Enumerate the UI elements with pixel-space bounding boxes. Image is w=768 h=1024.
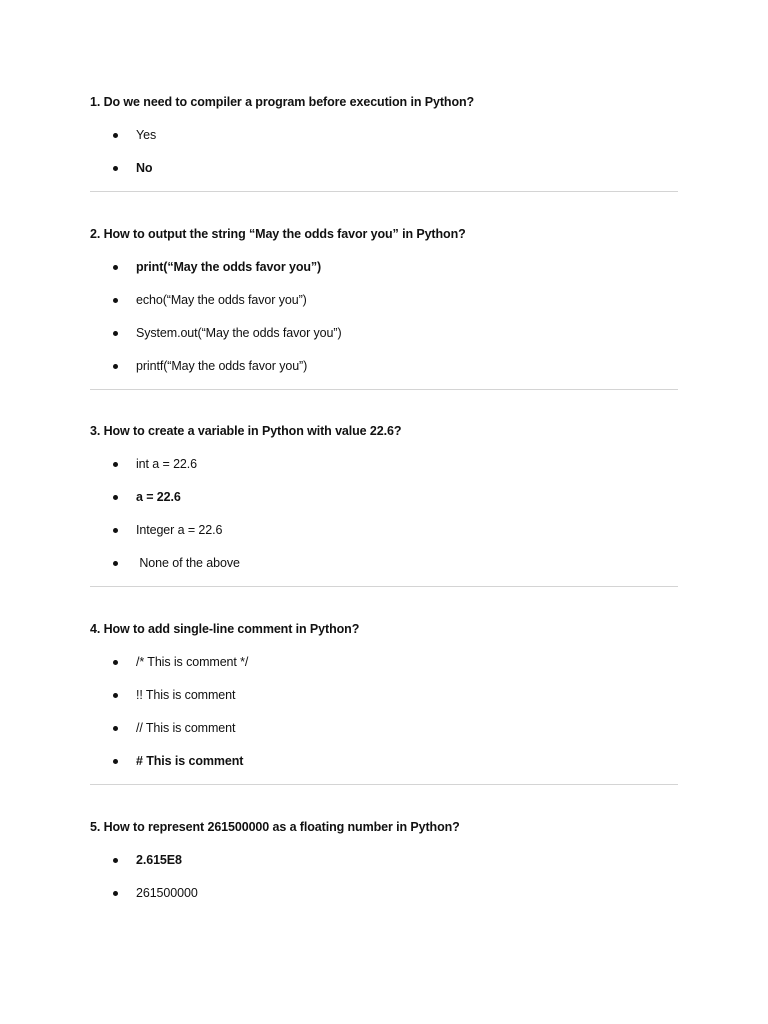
- bullet-icon: [113, 528, 118, 533]
- question-2-option-1: [90, 259, 678, 275]
- bullet-icon: [113, 561, 118, 566]
- question-4-options: [90, 654, 678, 769]
- question-4-option-1: [90, 654, 678, 670]
- question-5-options: [90, 852, 678, 901]
- bullet-icon: [113, 858, 118, 863]
- bullet-icon: [113, 265, 118, 270]
- question-3: [90, 423, 678, 571]
- option-label: System.out(“May the odds favor you”): [136, 326, 342, 340]
- bullet-icon: [113, 133, 118, 138]
- question-1-option-1: [90, 127, 678, 143]
- divider: [90, 586, 678, 587]
- question-3-option-2: [90, 489, 678, 505]
- option-label: 2.615E8: [136, 853, 182, 867]
- question-4-option-4: [90, 753, 678, 769]
- question-4-option-2: [90, 687, 678, 703]
- question-4: [90, 621, 678, 769]
- option-label: // This is comment: [136, 721, 236, 735]
- option-label: # This is comment: [136, 754, 244, 768]
- option-label: /* This is comment */: [136, 655, 249, 669]
- question-4-option-3: [90, 720, 678, 736]
- bullet-icon: [113, 660, 118, 665]
- option-label: No: [136, 161, 153, 175]
- bullet-icon: [113, 693, 118, 698]
- bullet-icon: [113, 495, 118, 500]
- option-label: print(“May the odds favor you”): [136, 260, 322, 274]
- question-3-option-4: [90, 555, 678, 571]
- bullet-icon: [113, 726, 118, 731]
- divider: [90, 191, 678, 192]
- question-2-option-4: [90, 358, 678, 374]
- question-1-options: [90, 127, 678, 176]
- option-label: Yes: [136, 128, 157, 142]
- question-2-option-2: [90, 292, 678, 308]
- bullet-icon: [113, 166, 118, 171]
- question-1-title: 1. Do we need to compiler a program before execution in Python?: [90, 95, 475, 109]
- question-3-option-1: [90, 456, 678, 472]
- option-label: 261500000: [136, 886, 198, 900]
- divider: [90, 389, 678, 390]
- option-label: printf(“May the odds favor you”): [136, 359, 308, 373]
- option-label: !! This is comment: [136, 688, 236, 702]
- question-1-option-2: [90, 160, 678, 176]
- question-4-title: 4. How to add single-line comment in Python?: [90, 622, 360, 636]
- option-label: int a = 22.6: [136, 457, 198, 471]
- question-3-option-3: [90, 522, 678, 538]
- option-label: None of the above: [136, 556, 240, 570]
- bullet-icon: [113, 891, 118, 896]
- divider: [90, 784, 678, 785]
- question-2-title: 2. How to output the string “May the odds favor you” in Python?: [90, 227, 466, 241]
- question-2-option-3: [90, 325, 678, 341]
- bullet-icon: [113, 298, 118, 303]
- question-2: [90, 226, 678, 374]
- question-3-options: [90, 456, 678, 571]
- option-label: a = 22.6: [136, 490, 181, 504]
- question-5-option-1: [90, 852, 678, 868]
- question-2-options: [90, 259, 678, 374]
- bullet-icon: [113, 364, 118, 369]
- question-5: [90, 819, 678, 901]
- question-5-title: 5. How to represent 261500000 as a floating number in Python?: [90, 820, 460, 834]
- option-label: Integer a = 22.6: [136, 523, 223, 537]
- bullet-icon: [113, 462, 118, 467]
- bullet-icon: [113, 331, 118, 336]
- option-label: echo(“May the odds favor you”): [136, 293, 307, 307]
- question-5-option-2: [90, 885, 678, 901]
- bullet-icon: [113, 759, 118, 764]
- question-3-title: 3. How to create a variable in Python with value 22.6?: [90, 424, 402, 438]
- question-1: [90, 94, 678, 176]
